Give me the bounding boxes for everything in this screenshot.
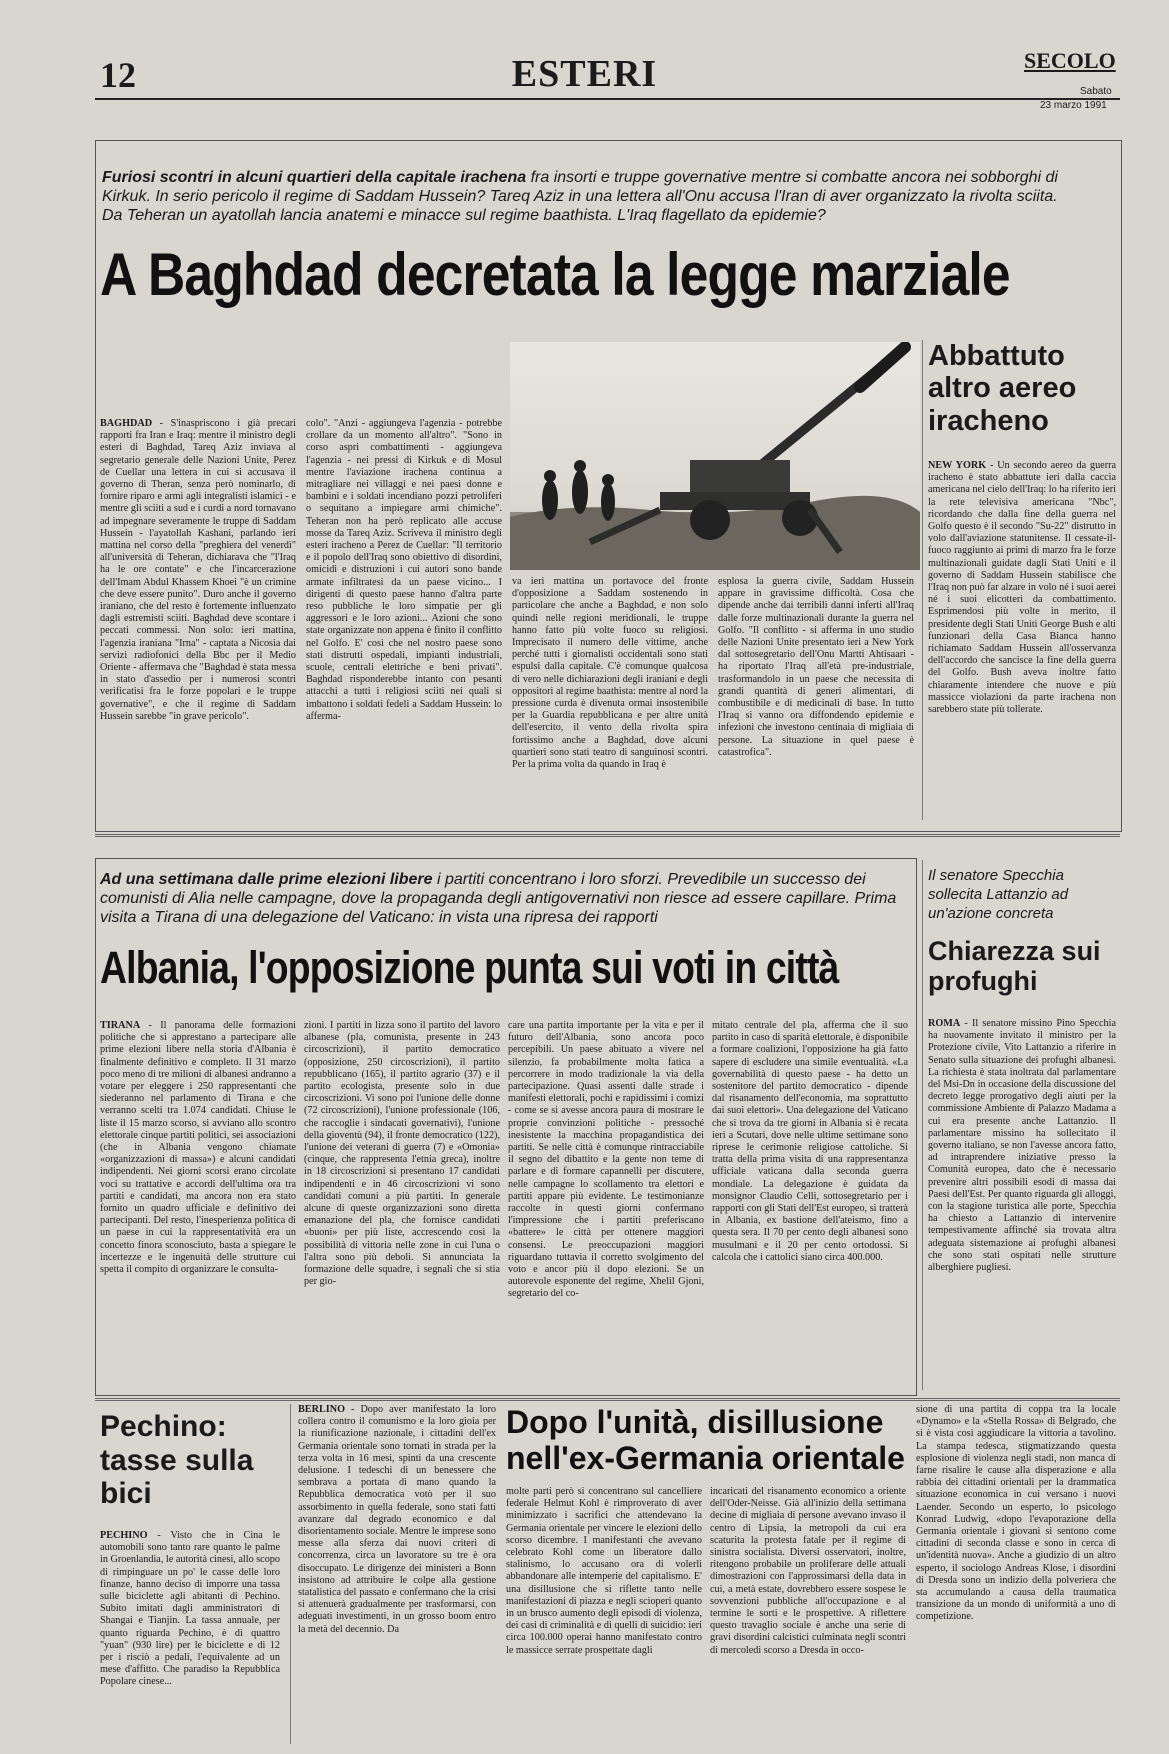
story-albania-col-4: mitato centrale del pla, afferma che il suo partito in caso di sparità elettorale, è disponibile a formare coalizioni, l'opposizione ha già fatto sapere di escludere una simile eventualità. «La governabilità di questo paese - ha detto un sostenitore del partito democratico - dipende dal risanamento dell'economia, ma soprattutto dai suoi elettori». Una delegazione del Vaticano che si trova da tre giorni in Albania si è recata ieri a Scutari, dove nelle ultime settimane sono riprese le cerimonie religiose cattoliche. Si tratta della prima visita di una rappresentanza ufficiale vaticana dalla seconda guerra mondiale. La delegazione è guidata da monsignor Claudio Celli, sottosegretario per i rapporti con gli Stati dell'Est europeo, si tratterà in Albania, ex bastione dell'ateismo, fino a questa sera. Il 70 per cento degli albanesi sono musulmani e il 20 per cento ortodossi. Si calcola che i cattolici siano circa 400.000. (712, 1020, 908, 1263)
kicker-bold: Furiosi scontri in alcuni quartieri della capitale irachena (102, 169, 527, 186)
story-albania-col-3: care una partita importante per la vita e per il futuro dell'Albania, sono ancora poco percepibili. Un paese abituato a vivere nel silenzio, fa probabilmente molta fatica a percorrere in modo tradizionale la via della partecipazione. Quasi assenti dalle strade i manifesti elettorali, pochi e rapidissimi i comizi - come se si avesse ancora paura di mostrare le proprie convinzioni politiche - pressoché inesistente la macchina propagandistica dei partiti. Se nelle città è comunque rintracciabile il segno del dibattito e la gente non teme di parlare e di formare capannelli per discutere, nelle campagne lo scollamento tra elettori e partiti appare più evidente. Le testimonianze raccolte in questi giorni confermano l'impressione che i partiti preferiscano «battere» le città per ottenere maggiori consensi. Le preoccupazioni maggiori riguardano tuttavia il corretto svolgimento del voto e ancor più il dopo elezioni. Se un autorevole esponente del regime, Xhelil Gjoni, segretario del co- (508, 1020, 704, 1300)
dateline: BERLINO (298, 1404, 345, 1415)
section-divider (95, 834, 1120, 837)
body-text: - Un secondo aereo da guerra iracheno è stato abbattute ieri dalla caccia americana nel cielo dell'Iraq: lo ha riferito ieri la rete televisiva americana "Nbc", ricordando che dalla fine della guerra nel Golfo questo è il secondo "Su-22" distrutto in volo dall'aviazione statunitense. Il cessate-il-fuoco raggiunto ai primi di marzo fra le forze multinazionali guidate dagli Stati Uniti e il governo di Saddam Hussein stabilisce che l'Iraq non può far alzare in volo né i suoi aerei né i suoi elicotteri da combattimento. Esprimendosi più volte in merito, il presidente degli Stati Uniti George Bush e alti funzionari della Casa Bianca hanno richiamato Saddam Hussein all'osservanza dell'accordo che sancisce la fine della guerra del Golfo. Bush aveva inoltre fatto chiaramente intendere che nuove e più massicce violazioni da parte irachena non sarebbero state più tollerate. (928, 460, 1116, 716)
story-baghdad-col-4: esplosa la guerra civile, Saddam Hussein appare in gravissime difficoltà. Cosa che dipende anche dai terribili danni inferti all'Iraq dalle forze multinazionali durante la guerra nel Golfo. "Il conflitto - si afferma in uno studio delle Nazioni Unite presentato ieri a New York dal sottosegretario dell'Onu Martti Ahtisaari - ha riportato l'Iraq all'età pre-industriale, trasformandolo in un paese che necessita di grandi quantità di generi alimentari, di combustibile e di medicinali di base. In tutto l'Iraq si vanno ora diffondendo epidemie e infezioni che investono centinaia di migliaia di persone. La situazione in quel paese è catastrofica". (718, 576, 914, 758)
side-specchia-kicker: Il senatore Specchia sollecita Lattanzio ad un'azione concreta (928, 867, 1069, 922)
kicker-rest: fra insorti e truppe governative mentre si combatte ancora nei sobborghi di Kirkuk. In serio pericolo il regime di Saddam Hussein? Tareq Aziz in una lettera all'Onu accusa l'Iran di aver organizzato la rivolta sciita. Da Teheran un ayatollah lancia anatemi e minacce sul regime baathista. L'Iraq flagellato da epidemie? (102, 169, 1058, 224)
section-divider (95, 1398, 1120, 1401)
side-abbattuto-headline: Abbattuto altro aereo iracheno (928, 340, 1077, 437)
kicker-bold: Ad una settimana dalle prime elezioni libere (100, 871, 433, 888)
story-albania-col-2: zioni. I partiti in lizza sono il partito del lavoro albanese (pla, comunista, presente in 243 circoscrizioni), il partito democratico (opposizione, 250 circoscrizioni), il partito repubblicano (165), il partito agrario (37) e il partito ecologista, presente solo in due circoscrizioni. Vi sono poi l'unione delle donne (72 circoscrizioni), l'unione professionale (106, che raccoglie i sindacati governativi), l'unione della gioventù (94), il fronte democratico (122), l'unione dei veterani di guerra (7) e «Omonia» (cinque, che rappresenta l'etnia greca), inoltre in 18 circoscrizioni si presentano 17 candidati indipendenti e in 46 circoscrizioni vi sono candidati comuni a più partiti. In generale alcune di queste organizzazioni sono diretta emanazione del pla, che fornisce candidati «buoni» per più liste, accrescendo così la possibilità di vittoria nelle zone in cui l'una o l'altra sono più deboli. Si annunciata la formazione delle squadre, i segnali che si stia per gio- (304, 1020, 500, 1288)
body-text: - Il senatore missino Pino Specchia ha nuovamente invitato il ministro per la Protezione civile, Vito Lattanzio a riferire in Senato sulla situazione dei profughi albanesi. La richiesta è stata inoltrata dal parlamentare del Msi-Dn in occasione della discussione del decreto legge prorogativo degli aiuti per la commissione Ambiente di Palazzo Madama a cui era presente anche Lattanzio. Il parlamentare missino ha sollecitato il governo italiano, se non l'avesse ancora fatto, ad intraprendere iniziative presso la Comunità europea, dato che è necessario prevenire altri possibili esodi di massa dai Paesi dell'Est. Per quanto riguarda gli alloggi, con la stagione turistica alle porte, Specchia ha chiesto a Lattanzio di intervenire tempestivamente affinché sia trovata altra adeguata sistemazione ai profughi albanesi che sono stati ospitati nelle strutture alberghiere pugliesi. (928, 1018, 1116, 1274)
section-title: ESTERI (511, 53, 658, 95)
story-baghdad-col-3: va ieri mattina un portavoce del fronte d'opposizione a Saddam sostenendo in particolare che anche a Baghdad, e non solo quindi nelle regioni meridionali, le truppe hanno fatto più volte fuoco su religiosi. Imprecisato il numero delle vittime, anche perché tutti i giornalisti occidentali sono stati espulsi dalla capitale. C'è comunque qualcosa di vero nelle dichiarazioni degli iraniani e degli oppositori al regime baathista: mentre al nord la pressione curda è divenuta ormai insostenibile per la Guardia repubblicana e per altre unità dell'esercito, il vento della rivolta spira fortissimo anche a Baghdad, dove alcuni quartieri sono stati teatro di sanguinosi scontri. Per la prima volta da quando in Iraq è (512, 576, 708, 771)
body-text: - Dopo aver manifestato la loro collera contro il comunismo e la loro gioia per la riunificazione nazionale, i cittadini dell'ex Germania orientale sono tornati in strada per la terza volta in 16 mesi, spinti da una crescente delusione. I tedeschi di un benessere che sembrava a portata di mano quando la Repubblica democratica votò per il suo assorbimento in quella federale, sono stati fatti avanzare dal degrado economico e dal disorientamento sociale. Mentre le imprese sono messe alla sferza dai nuovi criteri di concorrenza, circa un lavoratore su tre è ora disoccupato. Le dirigenze dei ministeri a Bonn insistono ad attribuire le colpe alla gestione statalistica del passato e confermano che la crisi si attenuerà gradualmente per trasformarsi, con adeguati investimenti, in un grosso boom entro la metà del decennio. Da (298, 1404, 496, 1635)
story-germany-headline: Dopo l'unità, disillusione nell'ex-Germania orientale (506, 1404, 905, 1476)
side-pechino-headline: Pechino: tasse sulla bici (100, 1410, 254, 1511)
story-baghdad-kicker (102, 168, 1082, 225)
story-germany-col-4: sione di una partita di coppa tra la locale «Dynamo» e la «Stella Rossa» di Belgrado, che si è vista così aggiudicare la vittoria a tavolino. La stampa tedesca, stigmatizzando questa esplosione di violenza negli stadi, non manca di farne risalire le cause alla disperazione e alla rabbia dei cittadini orientali per la drammatica situazione economica in cui versano i nuovi Laender. Secondo un esperto, lo psicologo Konrad Ludwig, «dopo l'evaporazione della Germania orientale i giovani si sentono come cittadini di seconda classe e sono in cerca di un'identità nuova». Anche a giudizio di un altro esperto, il sociologo Andreas Klose, i disordini di Dresda sono un indizio della polveriera che sta accumulando a causa della traumatica transizione da un mondo di uniformità a uno di competizione. (916, 1404, 1116, 1623)
story-germany-col-1 (298, 1404, 496, 1744)
side-abbattuto-body (928, 460, 1116, 820)
story-baghdad-col-2: colo". "Anzi - aggiungeva l'agenzia - potrebbe crollare da un momento all'altro". "Sono in corso aspri combattimenti - aggiungeva l'agenzia - nei pressi di Kirkuk e di Mosul mentre l'aviazione irachena continua a mitragliare nei villaggi e nei paesi donne e bambini e i soldati incendiano pozzi petroliferi o sequitano a impiegare armi chimiche". Teheran non ha però replicato alle accuse mosse da Tareq Aziz. Scriveva il ministro degli esteri iracheno a Perez de Cuellar: "Il territorio e il popolo dell'Iraq sono obiettivo di disordini, omicidi e distruzioni i cui autori sono bande armate infiltratesi da un paese vicino... I dirigenti di questo paese hanno d'altra parte reso pubbliche le loro simpatie per gli aggressori e le loro azioni... Azioni che sono state organizzate non appena è finito il conflitto nel Golfo. E' così che nel nostro paese sono stati distrutti ospedali, impianti industriali, scuole, centrali elettriche e beni privati". Baghdad risponderebbe intanto con pesanti attacchi a tutti i religiosi sciiti nei quali si imbattono i soldati fedeli a Saddam Hussein: lo afferma- (306, 418, 502, 722)
story-baghdad-col-1 (100, 418, 296, 820)
story-albania-col-1 (100, 1020, 296, 1388)
dateline: NEW YORK (928, 460, 987, 471)
column-divider (290, 1404, 291, 1744)
dateline: BAGHDAD (100, 418, 153, 429)
artillery-image (510, 342, 920, 570)
side-specchia-body (928, 1018, 1116, 1388)
masthead-rule (95, 98, 1120, 100)
kicker-rest: i partiti concentrano i loro sforzi. Prevedibile un successo dei comunisti di Alia nelle campagne, dove la propaganda degli antigovernativi non riesce ad essere capillare. Prima visita a Tirana di una delegazione del Vaticano: in vista una ripresa dei rapporti (100, 871, 897, 926)
side-specchia-headline: Chiarezza sui profughi (928, 936, 1101, 997)
story-germany-col-3: incaricati del risanamento economico a oriente dell'Oder-Neisse. Già all'inizio della settimana decine di migliaia di persone avevano invaso il centro di Lipsia, la metropoli da cui era scaturita la protesta fatale per il regime di sinistra socialista. Diversi osservatori, inoltre, ritengono probabile un proliferare delle attuali dimostrazioni con l'approssimarsi della data in cui, a metà estate, dovrebbero essere sospese le sovvenzioni pubbliche all'occupazione e al termine le sorti e le prospettive. A rifletterе questo travaglio sociale è anche una serie di gravi disordini calcistici culminata negli scontri di mercoledì scorso a Dresda in occo- (710, 1486, 906, 1656)
story-baghdad-headline: A Baghdad decretata la legge marziale (100, 241, 1010, 308)
page-number: 12 (100, 55, 136, 95)
newspaper-name: SECOLO (1024, 48, 1116, 73)
column-divider (922, 860, 923, 1390)
issue-day: Sabato (1080, 86, 1112, 97)
story-germany-col-2: molte parti però si concentrano sul cancelliere federale Helmut Kohl è rimproverato di aver minimizzato i sacrifici che attendevano la Germania orientale per vincere le elezioni dello scorso dicembre. I manifestanti che avevano celebrato Kohl come un liberatore dallo stalinismo, lo accusano ora di volerli abbandonare alle intemperie del capitalismo. E' una disillusione che si riflette tanto nelle manifestazioni di piazza e negli scioperi quanto in un brusco aumento degli episodi di violenza, dei casi di criminalità e di quelli di suicidio: ieri circa 100.000 operai hanno manifestato contro le massicce serrate prospettate dagli (506, 1486, 702, 1656)
body-text: - Visto che in Cina le automobili sono tanto rare quanto le palme in Groenlandia, le autorità cinesi, allo scopo di rimpinguare un po' le casse delle loro finanze, hanno deciso di imporre una tassa sulle biciclette agli abitanti di Pechino. Subito imitati dagli amministratori di Shangai e Tianjin. La tassa annuale, per quanto riguarda Pechino, è di quattro "yuan" (930 lire) per le biciclette e di 12 per i risciò a pedali, l'equivalente ad un mese d'affitto. Che paradiso la Repubblica Popolare cinese... (100, 1530, 280, 1688)
artillery-photo (510, 342, 920, 570)
side-pechino-body (100, 1530, 280, 1740)
dateline: ROMA (928, 1018, 961, 1029)
story-albania-headline: Albania, l'opposizione punta sui voti in città (100, 942, 839, 993)
body-text: - S'inaspriscono i già precari rapporti fra Iran e Iraq: mentre il ministro degli esteri di Baghdad, Tareq Aziz inviava al segretario generale delle Nazioni Unite, Perez de Cuellar una lettera in cui si accusava il governo di Theran, senza però nominarlo, di fornire riparo e armi agli integralisti islamici - e mentre gli sciiti a sud e i curdi a nord tornavano ad impegnare severamente le truppe di Saddam Hussein - l'ayatollah Kashani, parlando ieri mattina nel corso della "preghiera del venerdì" all'università di Teheran, dichiarava che "l'Iraq ha le ore contate" e che l'incarcerazione dell'Imam Abdul Khassem Khoei "è un crimine che deve essere punito". Duro anche il governo iraniano, che del resto è fortemente influenzato dagli estremisti sciiti. Baghdad deve scontare i peccati commessi. Non solo: ieri mattina, l'agenzia iraniana "Irna" - captata a Nicosia dai servizi radiofonici della Bbc per il Medio Oriente - affermava che "Baghdad è stata messa in stato d'assedio per i numerosi scontri verificatisi fra le forze popolari e le truppe governative", e che il regime di Saddam Hussein sarebbe "in grave pericolo". (100, 418, 296, 722)
dateline: TIRANA (100, 1020, 141, 1031)
issue-date: 23 marzo 1991 (1040, 100, 1107, 111)
body-text: - Il panorama delle formazioni politiche che si apprestano a partecipare alle prime elezioni libere nella storia d'Albania è finalmente definitivo e completo. Il 31 marzo poco meno di tre milioni di albanesi andranno a votare per eleggere i 250 rappresentanti che siederanno nel parlamento di Tirana e che verranno scelti tra 1.074 candidati. Chiuse le liste il 15 marzo scorso, si avviano allo scontro elettorale cinque partiti politici, sei associazioni (che in Albania vengono chiamate «organizzazioni di massa») e alcuni candidati indipendenti. Nei giorni scorsi erano circolate voci su trattative e accordi dell'ultima ora tra partiti e candidati, ma ancora non era stato fornito un quadro ufficiale e definitivo dei partecipanti. Del resto, l'inesperienza politica di un paese in cui la rappresentatività era un concetto finora sconosciuto, basta a spiegare le incertezze e le ingenuità delle strutture cui spetta il compito di organizzare le consulta- (100, 1020, 296, 1276)
column-divider (922, 340, 923, 820)
story-albania-kicker (100, 870, 900, 927)
dateline: PECHINO (100, 1530, 148, 1541)
